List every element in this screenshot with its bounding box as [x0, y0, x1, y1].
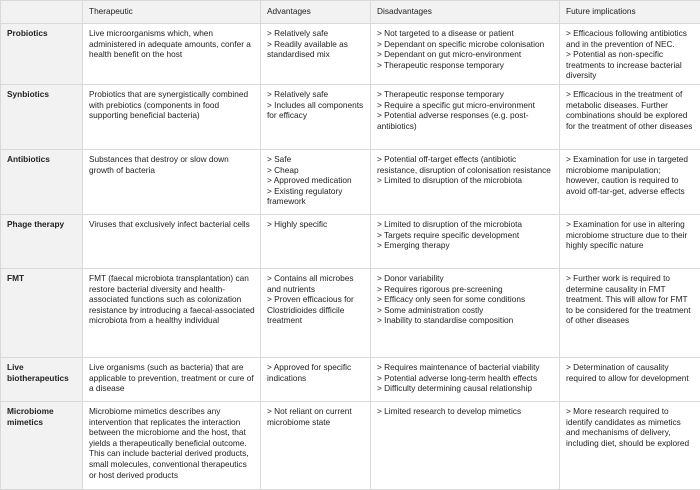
advantages-cell: > Not reliant on current microbiome state	[261, 401, 371, 489]
future-cell: > Determination of causality required to allow for development	[560, 357, 700, 401]
therapeutic-cell: Viruses that exclusively infect bacterial cells	[83, 214, 261, 268]
future-cell: > Examination for use in altering microbiome structure due to their highly specific nature	[560, 214, 700, 268]
table-row	[1, 214, 700, 268]
future-cell: > More research required to identify candidates as mimetics and mechanisms of delivery, including diet, should be explored	[560, 401, 700, 489]
disadvantages-cell: > Potential off-target effects (antibiotic resistance, disruption of colonisation resistance > Limited to disruption of the microbiota	[371, 149, 560, 214]
table-row	[1, 268, 700, 357]
therapeutic-cell: Substances that destroy or slow down growth of bacteria	[83, 149, 261, 214]
disadvantages-cell: > Limited to disruption of the microbiota > Targets require specific development > Emerging therapy	[371, 214, 560, 268]
header-therapeutic: Therapeutic	[83, 1, 261, 24]
disadvantages-cell: > Requires maintenance of bacterial viability > Potential adverse long-term health effects > Difficulty determining causal relationship	[371, 357, 560, 401]
therapeutic-cell: Microbiome mimetics describes any intervention that replicates the interaction between the microbiome and the host, that yields a therapeutically beneficial outcome. This can include bacterial derived products, small molecules, conventional therapeutics or host derived products	[83, 401, 261, 489]
disadvantages-cell: > Limited research to develop mimetics	[371, 401, 560, 489]
disadvantages-cell: > Therapeutic response temporary > Require a specific gut micro-environment > Potential adverse responses (e.g. post-antibiotics)	[371, 84, 560, 149]
row-label: Live biotherapeutics	[1, 357, 83, 401]
advantages-cell: > Highly specific	[261, 214, 371, 268]
advantages-cell: > Relatively safe > Readily available as standardised mix	[261, 24, 371, 85]
advantages-cell: > Approved for specific indications	[261, 357, 371, 401]
row-label: Microbiome mimetics	[1, 401, 83, 489]
row-label: Antibiotics	[1, 149, 83, 214]
row-label: Probiotics	[1, 24, 83, 85]
therapeutic-cell: Live microorganisms which, when administered in adequate amounts, confer a health benefit on the host	[83, 24, 261, 85]
table-row	[1, 84, 700, 149]
header-row	[1, 1, 700, 24]
therapeutic-cell: FMT (faecal microbiota transplantation) can restore bacterial diversity and health-associated functions such as colonization resistance by introducing a faecal-associated microbiota from a healthy individual	[83, 268, 261, 357]
table-row	[1, 357, 700, 401]
disadvantages-cell: > Donor variability > Requires rigorous pre-screening > Efficacy only seen for some conditions > Some administration costly > Inability to standardise composition	[371, 268, 560, 357]
row-label: Synbiotics	[1, 84, 83, 149]
future-cell: > Efficacious following antibiotics and in the prevention of NEC. > Potential as non-specific treatments to increase bacterial diversity	[560, 24, 700, 85]
table-row	[1, 24, 700, 85]
table-row	[1, 149, 700, 214]
header-cell-empty	[1, 1, 83, 24]
advantages-cell: > Contains all microbes and nutrients > Proven efficacious for Clostridioides difficile treatment	[261, 268, 371, 357]
future-cell: > Further work is required to determine causality in FMT treatment. This will allow for FMT to be considered for the treatment of other diseases	[560, 268, 700, 357]
table-row	[1, 401, 700, 489]
future-cell: > Examination for use in targeted microbiome manipulation; however, caution is required to avoid off-tar-get, adverse effects	[560, 149, 700, 214]
advantages-cell: > Safe > Cheap > Approved medication > Existing regulatory framework	[261, 149, 371, 214]
header-disadvantages: Disadvantages	[371, 1, 560, 24]
disadvantages-cell: > Not targeted to a disease or patient > Dependant on specific microbe colonisation > Dependant on gut micro-environment > Therapeutic response temporary	[371, 24, 560, 85]
row-label: FMT	[1, 268, 83, 357]
header-advantages: Advantages	[261, 1, 371, 24]
header-future-implications: Future implications	[560, 1, 700, 24]
advantages-cell: > Relatively safe > Includes all components for efficacy	[261, 84, 371, 149]
therapeutic-cell: Live organisms (such as bacteria) that are applicable to prevention, treatment or cure of a disease	[83, 357, 261, 401]
row-label: Phage therapy	[1, 214, 83, 268]
future-cell: > Efficacious in the treatment of metabolic diseases. Further combinations should be explored for the treatment of other diseases	[560, 84, 700, 149]
therapeutic-cell: Probiotics that are synergistically combined with prebiotics (components in food supporting beneficial bacteria)	[83, 84, 261, 149]
